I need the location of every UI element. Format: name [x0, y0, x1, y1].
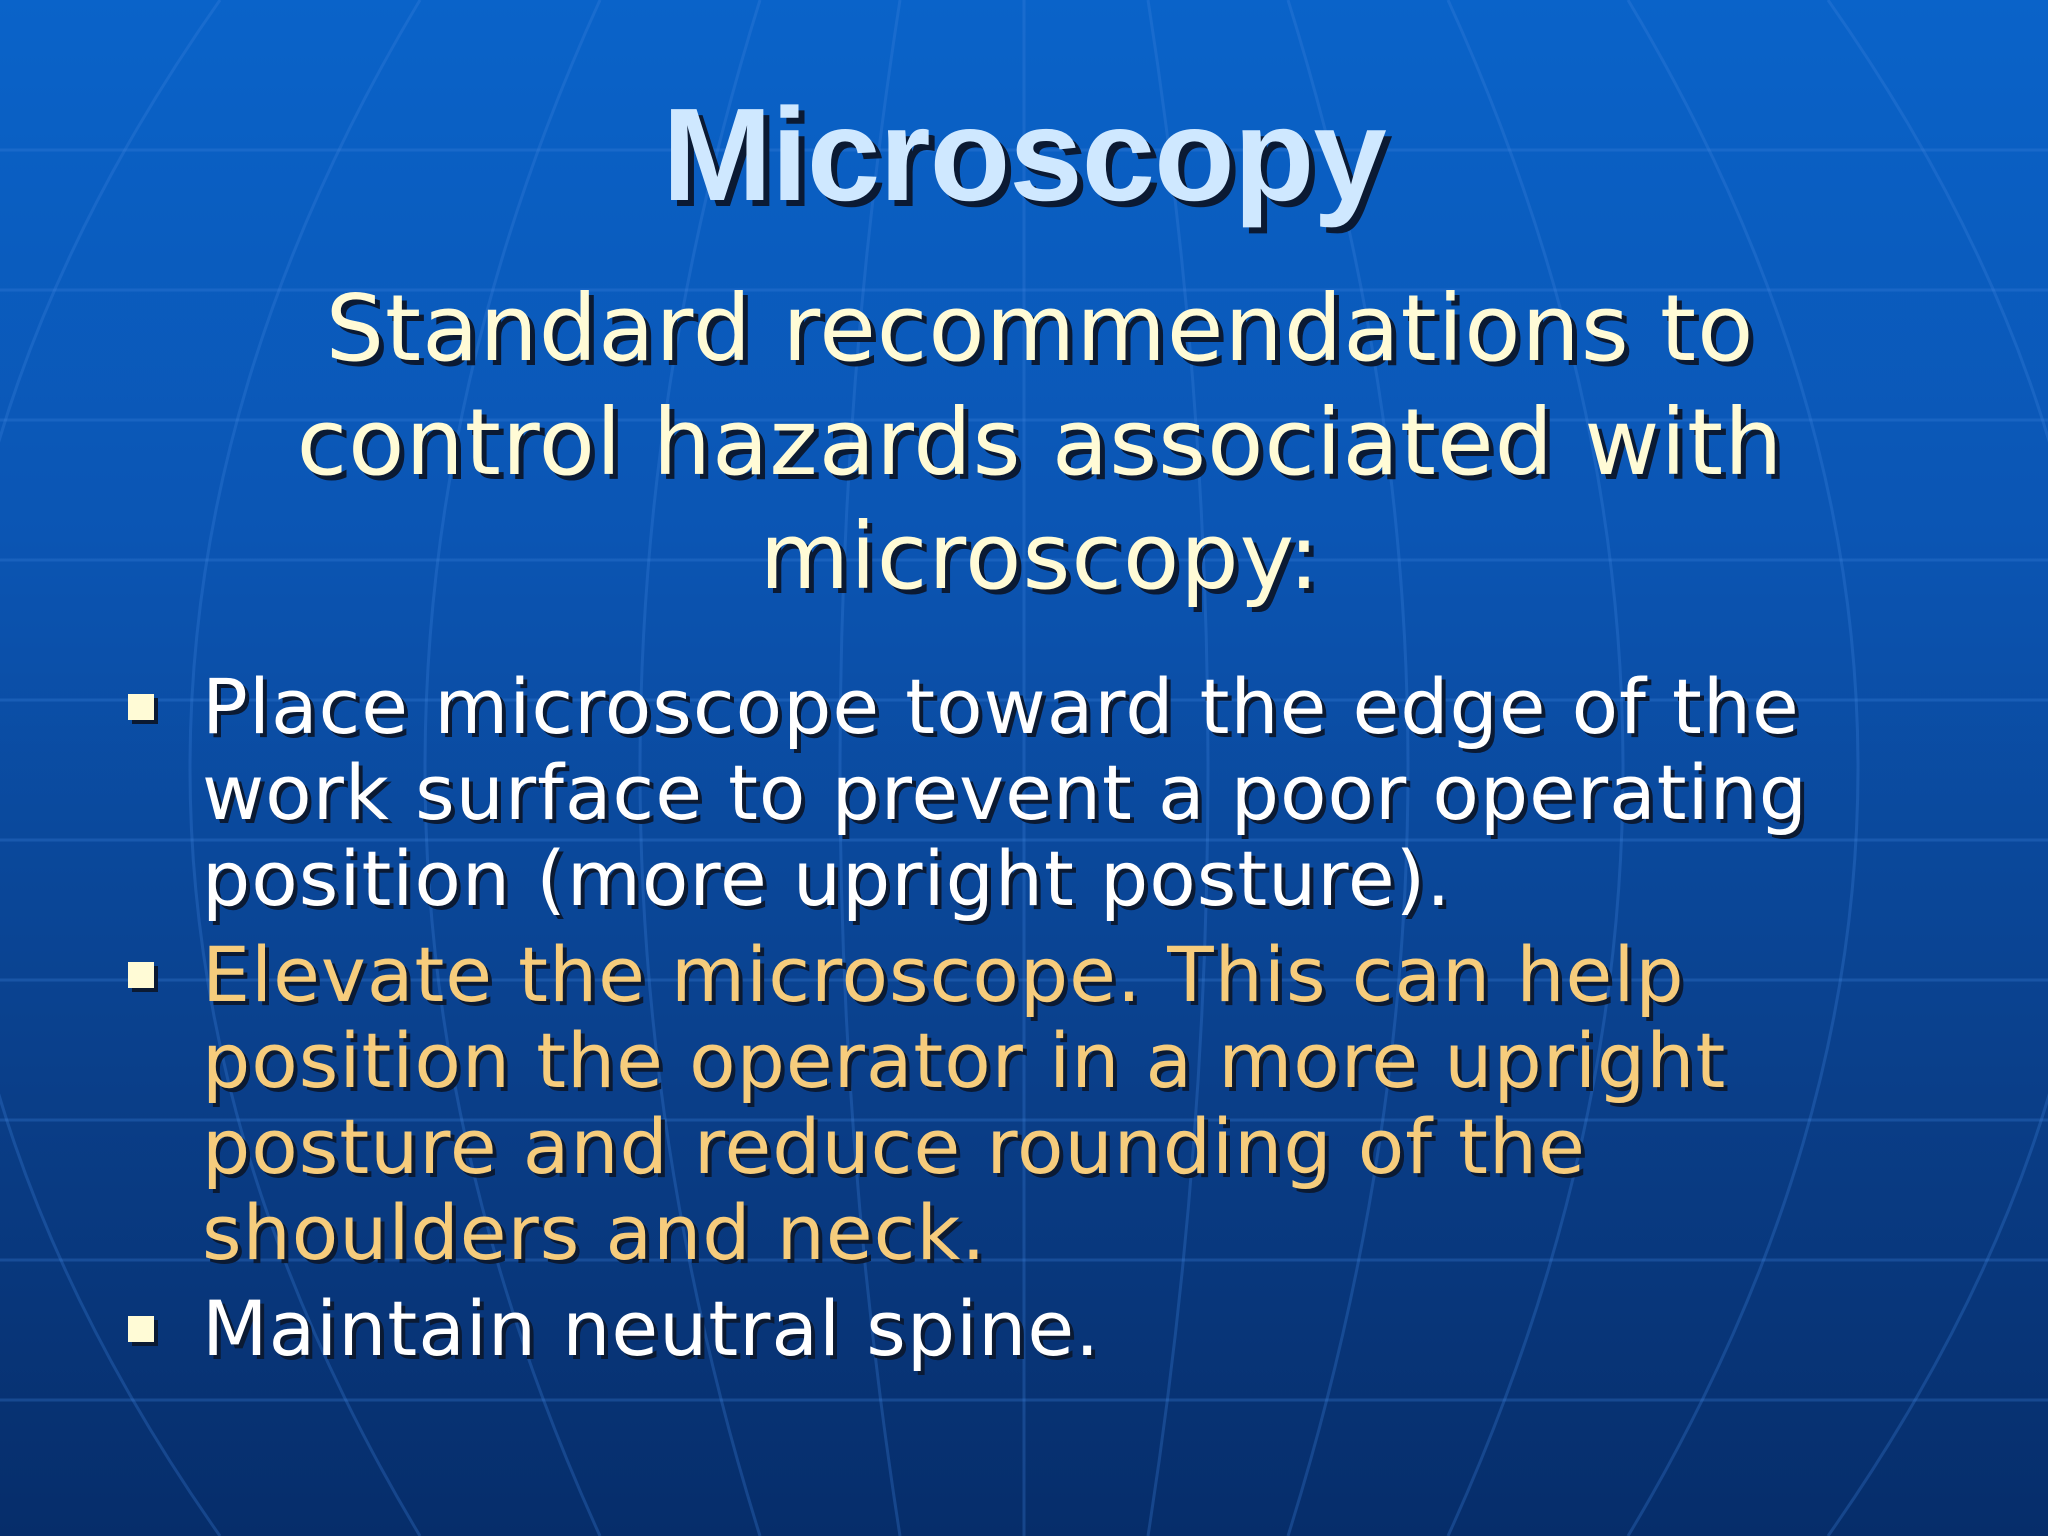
- bullet-item: [0, 932, 2048, 1276]
- square-bullet-icon: [128, 1316, 154, 1342]
- bullet-item: [0, 664, 2048, 922]
- slide-title: Microscopy: [662, 81, 1386, 228]
- bullet-text: Place microscope toward the edge of the work surface to prevent a poor operating position (more upright posture).: [202, 662, 1809, 923]
- slide-subtitle: Standard recommendations to control hazards associated with microscopy:: [296, 275, 1784, 610]
- square-bullet-icon: [128, 694, 154, 720]
- bullet-text: Elevate the microscope. This can help position the operator in a more upright posture and reduce rounding of the shoulders and neck.: [202, 930, 1727, 1277]
- bullet-text: Maintain neutral spine.: [202, 1284, 1101, 1373]
- bullet-list: [0, 664, 2048, 1382]
- square-bullet-icon: [128, 962, 154, 988]
- bullet-item: [0, 1286, 2048, 1372]
